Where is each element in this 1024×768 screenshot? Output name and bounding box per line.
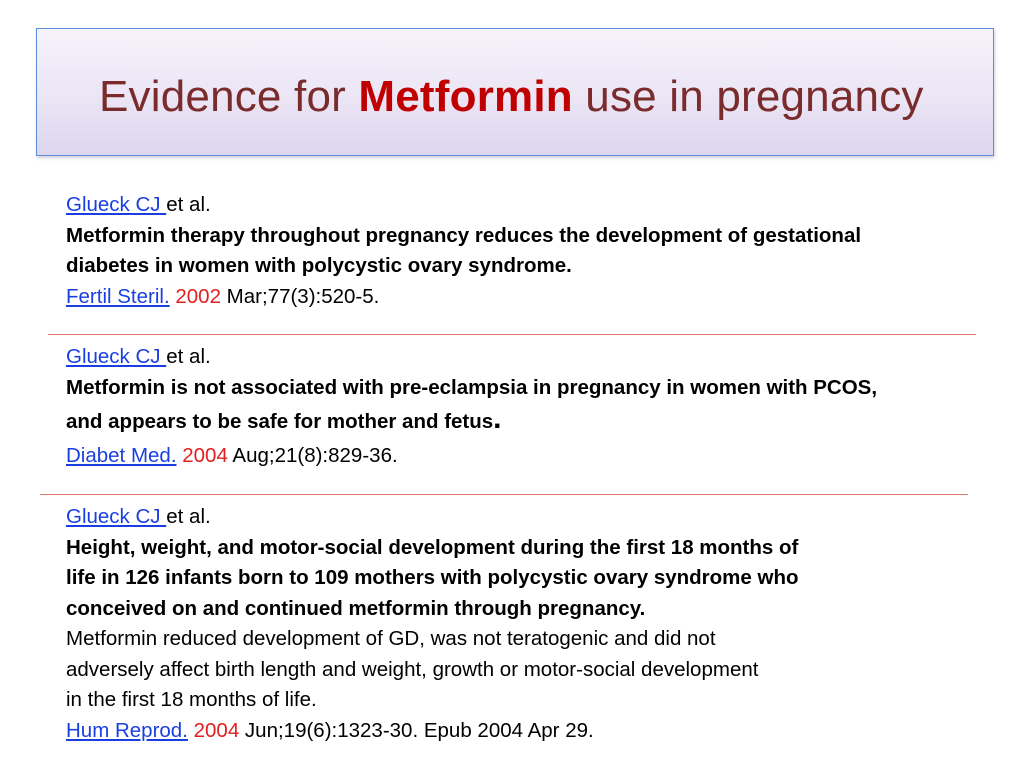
reference-1 xyxy=(66,190,966,312)
title-prefix: Evidence for xyxy=(99,72,359,121)
reference-2-title-line-2-text: and appears to be safe for mother and fetus xyxy=(66,410,494,433)
title-banner xyxy=(36,28,994,156)
divider-1 xyxy=(48,334,976,335)
title-suffix: use in pregnancy xyxy=(572,72,924,121)
reference-2 xyxy=(66,342,966,472)
reference-3-summary-line-1: Metformin reduced development of GD, was not teratogenic and did not xyxy=(66,627,716,650)
reference-3-author-line xyxy=(66,502,896,533)
reference-3 xyxy=(66,502,896,746)
reference-3-citation: Jun;19(6):1323-30. Epub 2004 Apr 29. xyxy=(239,718,594,742)
reference-3-summary-line-3: in the first 18 months of life. xyxy=(66,688,317,711)
reference-3-citation-line xyxy=(66,716,896,747)
reference-2-etal: et al. xyxy=(166,345,211,368)
reference-3-author-link[interactable]: Glueck CJ xyxy=(66,505,167,528)
title-emphasis: Metformin xyxy=(358,72,573,121)
reference-1-title-line-1: Metformin therapy throughout pregnancy reduces the development of gestational xyxy=(66,223,862,247)
reference-1-year: 2002 xyxy=(175,284,221,308)
reference-2-citation-line xyxy=(66,441,966,472)
reference-3-etal: et al. xyxy=(166,505,211,528)
reference-2-author-link[interactable]: Glueck CJ xyxy=(66,345,167,368)
reference-1-journal-link[interactable]: Fertil Steril. xyxy=(66,284,170,308)
divider-2 xyxy=(40,494,968,495)
reference-2-title-end: . xyxy=(493,402,502,435)
slide-title xyxy=(99,71,924,123)
reference-2-title-line-2 xyxy=(66,403,966,441)
reference-2-year: 2004 xyxy=(182,444,228,467)
reference-1-title-line-2: diabetes in women with polycystic ovary syndrome. xyxy=(66,254,572,277)
reference-1-etal: et al. xyxy=(166,193,211,216)
reference-1-citation-line xyxy=(66,282,966,313)
reference-1-author-link[interactable]: Glueck CJ xyxy=(66,193,167,216)
reference-2-title-line-1: Metformin is not associated with pre-eclampsia in pregnancy in women with PCOS, xyxy=(66,375,878,399)
reference-3-journal-link[interactable]: Hum Reprod. xyxy=(66,718,188,742)
reference-3-title-line-3: conceived on and continued metformin through pregnancy. xyxy=(66,596,646,620)
reference-2-citation: Aug;21(8):829-36. xyxy=(227,444,398,467)
reference-3-year: 2004 xyxy=(193,718,240,742)
reference-2-journal-link[interactable]: Diabet Med. xyxy=(66,444,177,467)
reference-3-summary-line-2: adversely affect birth length and weight, growth or motor-social development xyxy=(66,657,759,681)
reference-2-author-line xyxy=(66,342,966,373)
reference-3-title-line-1: Height, weight, and motor-social development during the first 18 months of xyxy=(66,535,799,559)
reference-1-citation: Mar;77(3):520-5. xyxy=(220,284,380,308)
reference-1-author-line xyxy=(66,190,966,221)
reference-3-title-line-2: life in 126 infants born to 109 mothers with polycystic ovary syndrome who xyxy=(66,566,799,589)
